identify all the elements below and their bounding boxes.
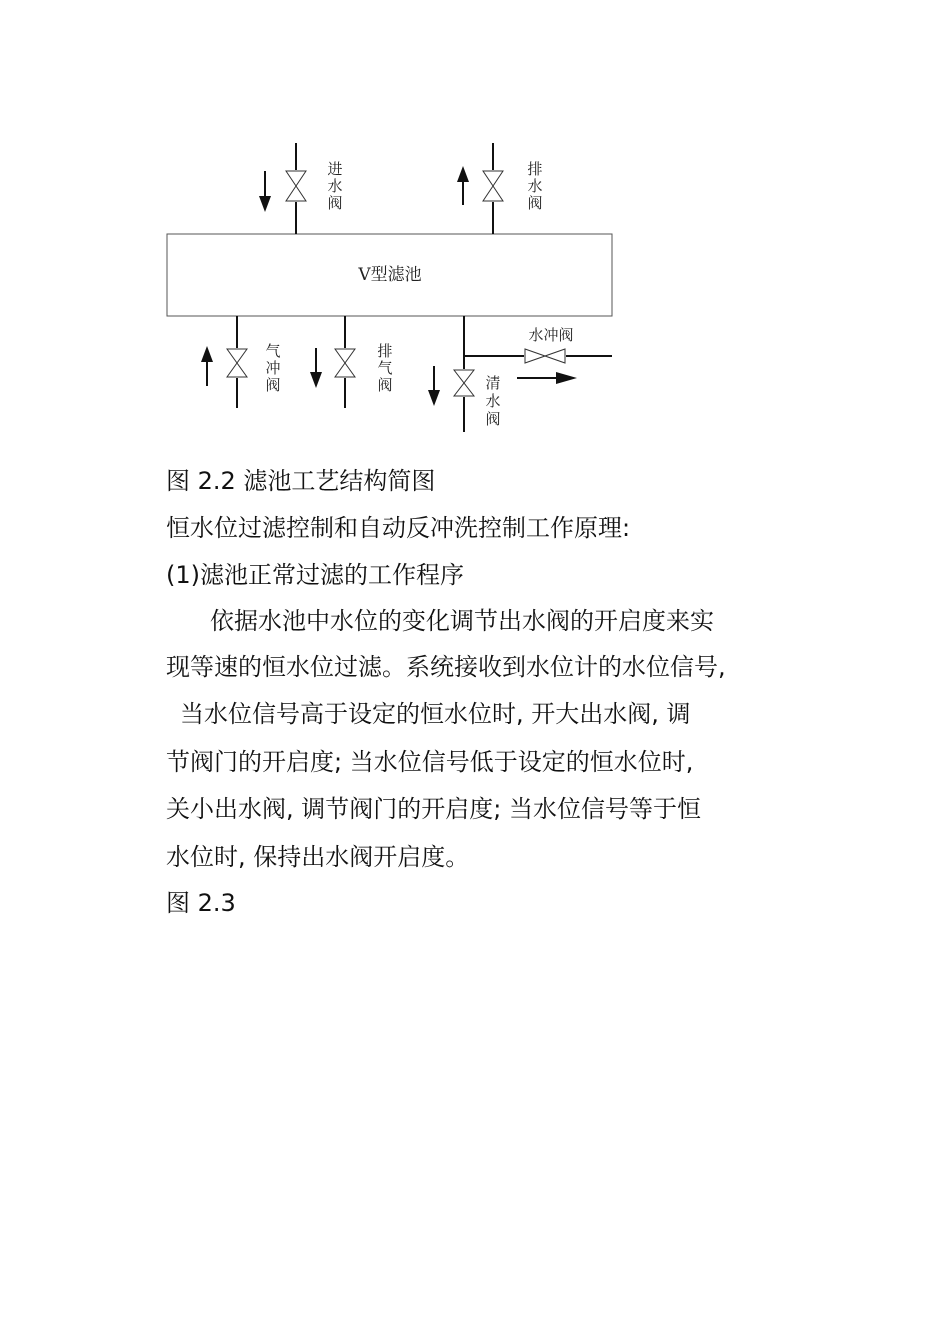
principle-heading: 恒水位过滤控制和自动反冲洗控制工作原理:	[166, 514, 631, 542]
clean-water-valve-icon	[454, 370, 474, 396]
inlet-valve-icon	[286, 171, 306, 201]
inlet-valve-label-2: 水	[327, 177, 343, 195]
clean-water-valve-label-1: 清	[485, 374, 501, 392]
air-vent-valve-label-1: 排	[377, 342, 393, 360]
inlet-flow-arrow-down-icon	[259, 171, 271, 212]
inlet-valve-assembly	[259, 143, 343, 234]
paragraph-line-2: 现等速的恒水位过滤。系统接收到水位计的水位信号,	[166, 653, 726, 681]
air-vent-valve-label-2: 气	[377, 359, 393, 377]
clean-water-valve-label-3: 阀	[485, 410, 501, 428]
clean-water-valve-label-2: 水	[485, 392, 501, 410]
air-wash-valve-label-2: 冲	[265, 359, 281, 377]
paragraph-line-3: 当水位信号高于设定的恒水位时, 开大出水阀, 调	[180, 700, 691, 728]
inlet-valve-label-1: 进	[327, 160, 343, 178]
inlet-valve-label-3: 阀	[327, 194, 343, 212]
drain-flow-arrow-up-icon	[457, 166, 469, 205]
paragraph-line-6: 水位时, 保持出水阀开启度。	[166, 843, 470, 871]
air-vent-valve-icon	[335, 349, 355, 377]
drain-valve-icon	[483, 171, 503, 201]
air-wash-valve-icon	[227, 349, 247, 377]
water-wash-valve-label: 水冲阀	[528, 326, 574, 344]
step-1-heading: (1)滤池正常过滤的工作程序	[166, 561, 464, 589]
water-wash-flow-arrow-right-icon	[517, 372, 577, 384]
drain-valve-label-1: 排	[527, 160, 543, 178]
clean-water-flow-arrow-down-icon	[428, 366, 440, 406]
figure-2-2-caption: 图 2.2 滤池工艺结构简图	[166, 467, 436, 495]
figure-2-3-caption: 图 2.3	[166, 889, 236, 917]
paragraph-line-1: 依据水池中水位的变化调节出水阀的开启度来实	[210, 607, 714, 635]
air-wash-flow-arrow-up-icon	[201, 346, 213, 386]
drain-valve-label-3: 阀	[527, 194, 543, 212]
tank-label: V型滤池	[358, 265, 422, 285]
air-vent-flow-arrow-down-icon	[310, 348, 322, 388]
air-vent-valve-assembly	[310, 316, 393, 408]
paragraph-line-4: 节阀门的开启度; 当水位信号低于设定的恒水位时,	[166, 748, 694, 776]
air-wash-valve-label-3: 阀	[265, 376, 281, 394]
water-wash-valve-icon	[525, 349, 565, 363]
paragraph-line-5: 关小出水阀, 调节阀门的开启度; 当水位信号等于恒	[166, 795, 701, 823]
air-vent-valve-label-3: 阀	[377, 376, 393, 394]
drain-valve-label-2: 水	[527, 177, 543, 195]
filter-process-diagram	[150, 130, 630, 450]
air-wash-valve-assembly	[201, 316, 281, 408]
clean-water-valve-assembly	[428, 316, 501, 432]
drain-valve-assembly	[457, 143, 543, 234]
air-wash-valve-label-1: 气	[265, 342, 281, 360]
